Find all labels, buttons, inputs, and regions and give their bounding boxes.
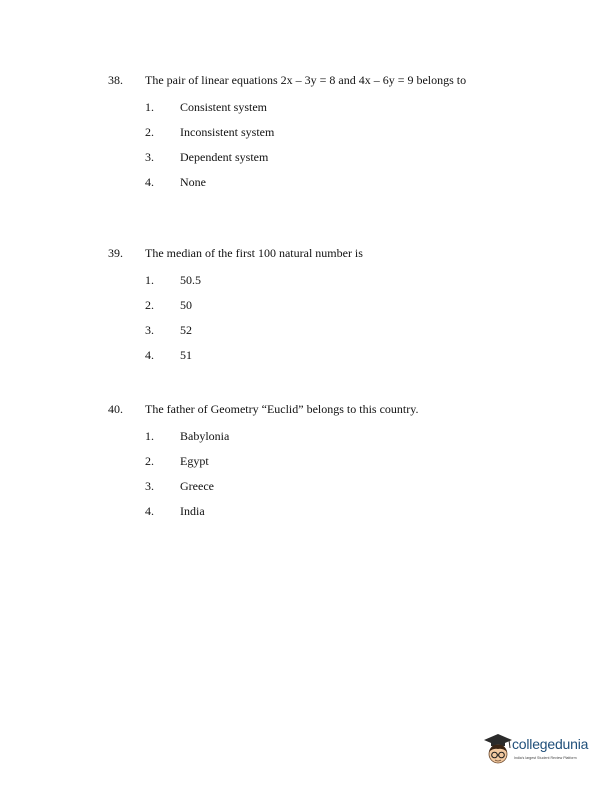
question-39 [0, 245, 612, 372]
option-text: Babylonia [180, 429, 230, 443]
option-number: 4. [145, 175, 154, 189]
question-number: 39. [108, 246, 123, 260]
option-number: 4. [145, 348, 154, 362]
option-text: Greece [180, 479, 214, 493]
option-list [0, 99, 612, 199]
option-text: 50 [180, 298, 192, 312]
option-item [0, 149, 612, 174]
option-text: India [180, 504, 205, 518]
option-text: 50.5 [180, 273, 201, 287]
option-number: 2. [145, 298, 154, 312]
collegedunia-logo [480, 730, 606, 774]
question-text: The pair of linear equations 2x – 3y = 8 and 4x – 6y = 9 belongs to [145, 73, 467, 87]
option-item [0, 124, 612, 149]
option-item [0, 503, 612, 528]
option-text: Dependent system [180, 150, 269, 164]
option-text: None [180, 175, 206, 189]
question-40 [0, 401, 612, 528]
option-item [0, 453, 612, 478]
question-number: 40. [108, 402, 123, 416]
option-item [0, 322, 612, 347]
option-text: Consistent system [180, 100, 268, 114]
option-item [0, 428, 612, 453]
option-item [0, 272, 612, 297]
logo-name: collegedunia [512, 736, 589, 752]
option-text: Inconsistent system [180, 125, 275, 139]
option-item [0, 347, 612, 372]
option-number: 3. [145, 323, 154, 337]
option-item [0, 174, 612, 199]
option-number: 4. [145, 504, 154, 518]
option-text: Egypt [180, 454, 209, 468]
question-number: 38. [108, 73, 123, 87]
option-list [0, 428, 612, 528]
logo-tagline: India's largest Student Review Platform [514, 756, 577, 760]
option-number: 2. [145, 454, 154, 468]
option-text: 51 [180, 348, 192, 362]
option-number: 3. [145, 479, 154, 493]
question-text: The father of Geometry “Euclid” belongs to this country. [145, 402, 419, 416]
option-number: 1. [145, 429, 154, 443]
graduate-mascot-icon [482, 730, 514, 770]
option-number: 3. [145, 150, 154, 164]
option-number: 1. [145, 273, 154, 287]
question-38 [0, 72, 612, 199]
option-list [0, 272, 612, 372]
option-item [0, 478, 612, 503]
option-item [0, 99, 612, 124]
option-item [0, 297, 612, 322]
option-number: 2. [145, 125, 154, 139]
option-number: 1. [145, 100, 154, 114]
option-text: 52 [180, 323, 192, 337]
question-text: The median of the first 100 natural number is [145, 246, 363, 260]
